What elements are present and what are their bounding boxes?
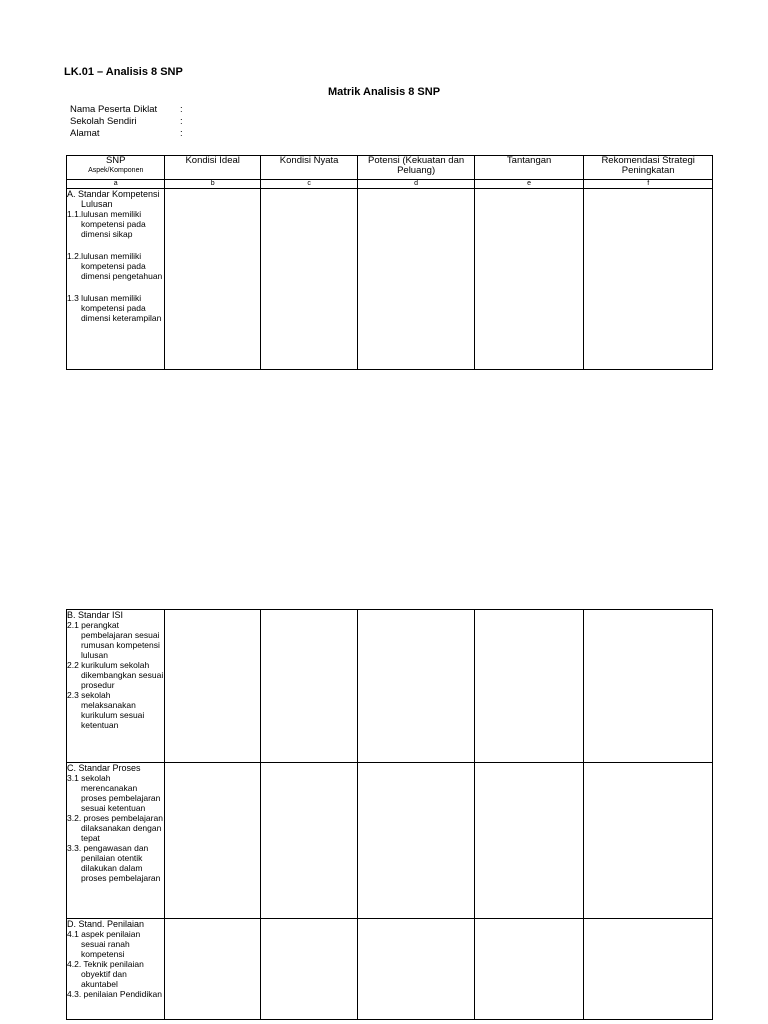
rekomendasi-cell[interactable] xyxy=(584,763,713,919)
table-header-row xyxy=(67,156,713,180)
aspect-item: 2.3 sekolah melaksanakan kurikulum sesuai ketentuan xyxy=(67,690,145,730)
section-heading: C. Standar Proses xyxy=(67,763,141,773)
potensi-cell[interactable] xyxy=(358,919,475,1020)
aspect-item: 3.1 sekolah merencanakan proses pembelajaran sesuai ketentuan xyxy=(67,773,161,813)
aspect-item: 4.3. penilaian Pendidikan xyxy=(67,989,162,999)
aspect-item: 4.1 aspek penilaian sesuai ranah kompetensi xyxy=(67,929,141,959)
section-heading: B. Standar ISI xyxy=(67,610,124,620)
info-row-sekolah xyxy=(70,116,183,128)
column-letter: b xyxy=(165,180,260,189)
kondisi-nyata-cell[interactable] xyxy=(260,610,357,763)
header-kondisi-nyata: Kondisi Nyata xyxy=(260,156,357,180)
kondisi-ideal-cell[interactable] xyxy=(165,610,260,763)
tantangan-cell[interactable] xyxy=(474,763,584,919)
info-label: Nama Peserta Diklat xyxy=(70,104,158,115)
column-letter-row xyxy=(67,180,713,189)
aspect-item: 1.2.lulusan memiliki kompetensi pada dimensi pengetahuan xyxy=(67,251,163,281)
kondisi-nyata-cell[interactable] xyxy=(260,763,357,919)
potensi-cell[interactable] xyxy=(358,763,475,919)
info-label: Sekolah Sendiri xyxy=(70,116,137,127)
table-row-standar-penilaian xyxy=(67,919,713,1020)
table-row-standar-isi xyxy=(67,610,713,763)
snp-cell xyxy=(67,189,165,370)
table-row-standar-kompetensi-lulusan xyxy=(67,189,713,370)
rekomendasi-cell[interactable] xyxy=(584,610,713,763)
info-colon: : xyxy=(180,116,183,127)
potensi-cell[interactable] xyxy=(358,610,475,763)
snp-cell xyxy=(67,763,165,919)
info-label: Alamat xyxy=(70,128,100,139)
table-row-standar-proses xyxy=(67,763,713,919)
aspect-item: 4.2. Teknik penilaian obyektif dan akuntabel xyxy=(67,959,144,989)
section-heading: D. Stand. Penilaian xyxy=(67,919,145,929)
tantangan-cell[interactable] xyxy=(474,189,584,370)
analysis-table-page2 xyxy=(66,609,713,1020)
kondisi-nyata-cell[interactable] xyxy=(260,919,357,1020)
analysis-table-page1 xyxy=(66,155,713,370)
rekomendasi-cell[interactable] xyxy=(584,189,713,370)
column-letter: c xyxy=(260,180,357,189)
info-row-nama xyxy=(70,104,183,116)
column-letter: e xyxy=(474,180,584,189)
column-letter: f xyxy=(584,180,713,189)
header-snp-label: SNP xyxy=(105,155,126,166)
column-letter: d xyxy=(358,180,475,189)
info-colon: : xyxy=(180,104,183,115)
info-colon: : xyxy=(180,128,183,139)
participant-info xyxy=(70,104,183,140)
aspect-item: 2.2 kurikulum sekolah dikembangkan sesuai prosedur xyxy=(67,660,164,690)
header-tantangan: Tantangan xyxy=(474,156,584,180)
kondisi-ideal-cell[interactable] xyxy=(165,763,260,919)
matrix-title: Matrik Analisis 8 SNP xyxy=(327,86,441,98)
column-letter: a xyxy=(67,180,165,189)
header-snp xyxy=(67,156,165,180)
tantangan-cell[interactable] xyxy=(474,919,584,1020)
header-snp-sublabel: Aspek/Komponen xyxy=(88,167,144,174)
document-code-title: LK.01 – Analisis 8 SNP xyxy=(64,66,183,78)
header-kondisi-ideal: Kondisi Ideal xyxy=(165,156,260,180)
header-rekomendasi: Rekomendasi Strategi Peningkatan xyxy=(584,156,713,180)
aspect-item: 3.2. proses pembelajaran dilaksanakan dengan tepat xyxy=(67,813,163,843)
info-row-alamat xyxy=(70,128,183,140)
aspect-item: 1.3 lulusan memiliki kompetensi pada dimensi keterampilan xyxy=(67,293,162,323)
kondisi-ideal-cell[interactable] xyxy=(165,919,260,1020)
potensi-cell[interactable] xyxy=(358,189,475,370)
rekomendasi-cell[interactable] xyxy=(584,919,713,1020)
aspect-item: 3.3. pengawasan dan penilaian otentik dilakukan dalam proses pembelajaran xyxy=(67,843,161,883)
aspect-item: 2.1 perangkat pembelajaran sesuai rumusan kompetensi lulusan xyxy=(67,620,160,660)
kondisi-ideal-cell[interactable] xyxy=(165,189,260,370)
snp-cell xyxy=(67,610,165,763)
header-potensi: Potensi (Kekuatan dan Peluang) xyxy=(358,156,475,180)
tantangan-cell[interactable] xyxy=(474,610,584,763)
section-heading: A. Standar Kompetensi Lulusan xyxy=(67,189,160,209)
aspect-item: 1.1.lulusan memiliki kompetensi pada dimensi sikap xyxy=(67,209,146,239)
snp-cell xyxy=(67,919,165,1020)
kondisi-nyata-cell[interactable] xyxy=(260,189,357,370)
